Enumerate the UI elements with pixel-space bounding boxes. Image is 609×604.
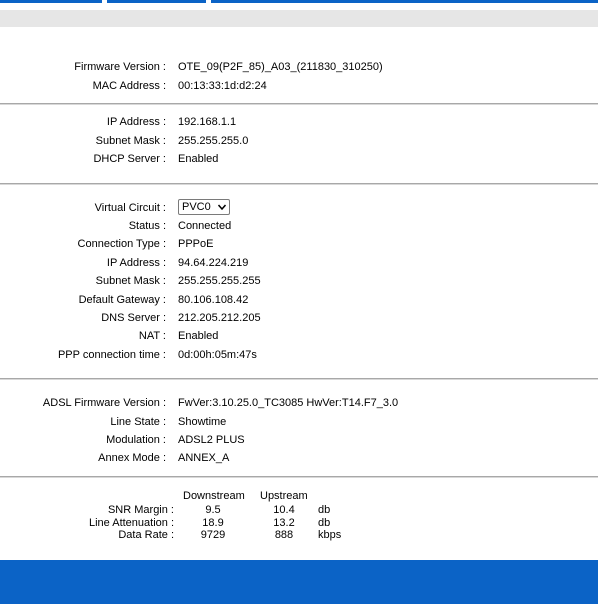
stat-downstream-value: 9729 [200, 529, 226, 541]
stat-upstream-value: 888 [274, 529, 294, 541]
tab-3[interactable] [211, 0, 598, 3]
stat-upstream-value: 10.4 [273, 504, 295, 516]
virtual-circuit-label: Virtual Circuit : [94, 202, 166, 214]
mac-label: MAC Address : [92, 80, 166, 92]
status-value: Connected [178, 220, 232, 232]
wan-mask-label: Subnet Mask : [95, 275, 166, 287]
wan-mask-value: 255.255.255.255 [178, 275, 261, 287]
mac-row [0, 78, 598, 94]
section-header-band [0, 10, 598, 27]
stat-downstream-value: 9.5 [205, 504, 221, 516]
tab-2[interactable] [107, 0, 206, 3]
line-state-row [0, 414, 598, 430]
firmware-row [0, 59, 598, 75]
wan-ip-label: IP Address : [106, 257, 166, 269]
status-row [0, 218, 598, 234]
stat-upstream-value: 13.2 [273, 517, 295, 529]
ppp-time-value: 0d:00h:05m:47s [178, 349, 257, 361]
lan-ip-row [0, 114, 598, 130]
lan-mask-row [0, 133, 598, 149]
tab-1[interactable] [0, 0, 102, 3]
adsl-firmware-value: FwVer:3.10.25.0_TC3085 HwVer:T14.F7_3.0 [178, 397, 399, 409]
mac-value: 00:13:33:1d:d2:24 [178, 80, 267, 92]
modulation-label: Modulation : [106, 434, 166, 446]
stat-label: Line Attenuation : [88, 517, 174, 529]
lan-ip-value: 192.168.1.1 [178, 116, 237, 128]
firmware-label: Firmware Version : [74, 61, 166, 73]
divider [0, 183, 598, 185]
ppp-time-row [0, 347, 598, 363]
stat-unit: db [318, 517, 331, 529]
dns-value: 212.205.212.205 [178, 312, 261, 324]
gateway-label: Default Gateway : [78, 294, 166, 306]
connection-type-label: Connection Type : [77, 238, 166, 250]
chevron-down-icon [218, 203, 226, 211]
line-attenuation-row [0, 517, 598, 529]
annex-label: Annex Mode : [98, 452, 166, 464]
footer-bar [0, 560, 598, 604]
dhcp-label: DHCP Server : [93, 153, 166, 165]
upstream-header: Upstream [260, 490, 308, 502]
nat-row [0, 328, 598, 344]
line-state-value: Showtime [178, 416, 227, 428]
dhcp-row [0, 151, 598, 167]
firmware-value: OTE_09(P2F_85)_A03_(211830_310250) [178, 61, 383, 73]
stat-label: SNR Margin : [107, 504, 174, 516]
dhcp-value: Enabled [178, 153, 219, 165]
dns-row [0, 310, 598, 326]
stat-unit: db [318, 504, 331, 516]
annex-row [0, 450, 598, 466]
wan-ip-row [0, 255, 598, 271]
wan-mask-row [0, 273, 598, 289]
dns-label: DNS Server : [101, 312, 166, 324]
divider [0, 103, 598, 105]
divider [0, 378, 598, 380]
stat-downstream-value: 18.9 [202, 517, 224, 529]
stat-unit: kbps [318, 529, 342, 541]
downstream-header: Downstream [183, 490, 245, 502]
nat-value: Enabled [178, 330, 219, 342]
annex-value: ANNEX_A [178, 452, 230, 464]
connection-type-value: PPPoE [178, 238, 214, 250]
modulation-row [0, 432, 598, 448]
connection-type-row [0, 236, 598, 252]
modulation-value: ADSL2 PLUS [178, 434, 245, 446]
lan-mask-value: 255.255.255.0 [178, 135, 249, 147]
lan-ip-label: IP Address : [106, 116, 166, 128]
adsl-firmware-row [0, 395, 598, 411]
stat-label: Data Rate : [118, 529, 174, 541]
adsl-firmware-label: ADSL Firmware Version : [42, 397, 166, 409]
gateway-value: 80.106.108.42 [178, 294, 249, 306]
line-state-label: Line State : [110, 416, 166, 428]
nat-label: NAT : [138, 330, 166, 342]
wan-ip-value: 94.64.224.219 [178, 257, 249, 269]
top-tab-strip [0, 0, 598, 3]
lan-mask-label: Subnet Mask : [95, 135, 166, 147]
virtual-circuit-select[interactable] [178, 199, 230, 215]
data-rate-row [0, 529, 598, 541]
virtual-circuit-selected-value: PVC0 [182, 201, 211, 213]
divider [0, 476, 598, 478]
ppp-time-label: PPP connection time : [57, 349, 166, 361]
snr-margin-row [0, 504, 598, 516]
virtual-circuit-row [0, 200, 598, 216]
status-label: Status : [128, 220, 166, 232]
gateway-row [0, 292, 598, 308]
